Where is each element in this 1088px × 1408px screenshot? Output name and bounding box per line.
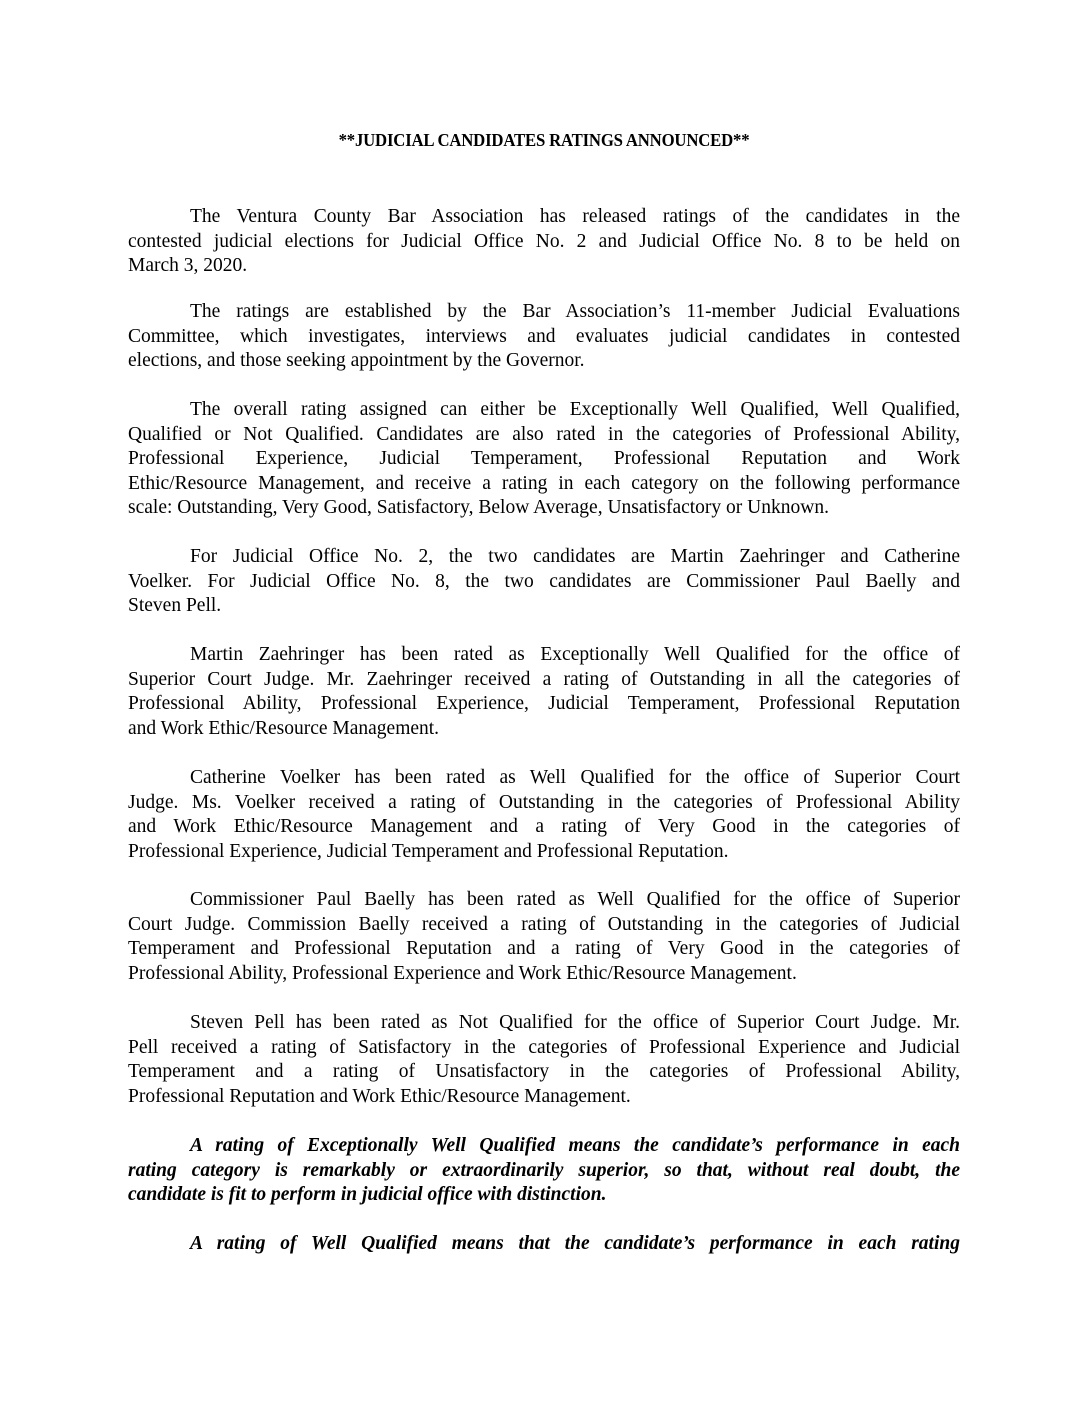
paragraph-voelker bbox=[128, 766, 960, 864]
text-line: Temperament and a rating of Unsatisfactory in the categories of Professional Ability, bbox=[128, 1061, 960, 1082]
text-line: Ethic/Resource Management, and receive a rating in each category on the following performance bbox=[128, 472, 960, 494]
text-line: Professional Reputation and Work Ethic/Resource Management. bbox=[128, 1085, 631, 1107]
text-line: Commissioner Paul Baelly has been rated as Well Qualified for the office of Superior bbox=[190, 889, 960, 910]
text-line: Judge. Ms. Voelker received a rating of Outstanding in the categories of Professional Ability bbox=[128, 791, 960, 813]
paragraph-committee bbox=[128, 300, 960, 374]
paragraph-pell bbox=[128, 1011, 960, 1109]
text-line: Superior Court Judge. Mr. Zaehringer received a rating of Outstanding in all the categories of bbox=[128, 668, 960, 690]
text-line: elections, and those seeking appointment by the Governor. bbox=[128, 350, 585, 371]
text-line: Voelker. For Judicial Office No. 8, the two candidates are Commissioner Paul Baelly and bbox=[128, 570, 960, 592]
text-line: A rating of Exceptionally Well Qualified means the candidate’s performance in each bbox=[190, 1135, 960, 1156]
paragraph-baelly bbox=[128, 888, 960, 986]
paragraph-zaehringer bbox=[128, 643, 960, 741]
text-line: For Judicial Office No. 2, the two candidates are Martin Zaehringer and Catherine bbox=[190, 546, 960, 567]
text-line: Professional Ability, Professional Experience and Work Ethic/Resource Management. bbox=[128, 962, 797, 984]
text-line: contested judicial elections for Judicial Office No. 2 and Judicial Office No. 8 to be held on bbox=[128, 230, 960, 252]
text-line: The ratings are established by the Bar Association’s 11-member Judicial Evaluations bbox=[190, 301, 960, 322]
text-line: Martin Zaehringer has been rated as Exceptionally Well Qualified for the office of bbox=[190, 644, 960, 665]
text-line: rating category is remarkably or extraordinarily superior, so that, without real doubt, the bbox=[128, 1159, 960, 1181]
text-line: Qualified or Not Qualified. Candidates are also rated in the categories of Professional Ability, bbox=[128, 423, 960, 445]
text-line: Committee, which investigates, interviews and evaluates judicial candidates in contested bbox=[128, 325, 960, 347]
text-line: March 3, 2020. bbox=[128, 255, 248, 276]
text-line: Catherine Voelker has been rated as Well Qualified for the office of Superior Court bbox=[190, 767, 960, 788]
text-line: The overall rating assigned can either be Exceptionally Well Qualified, Well Qualified, bbox=[190, 399, 960, 420]
paragraph-definition-wq bbox=[128, 1232, 960, 1257]
text-line: candidate is fit to perform in judicial office with distinction. bbox=[128, 1184, 607, 1205]
text-line: and Work Ethic/Resource Management. bbox=[128, 717, 440, 739]
text-line: Professional Ability, Professional Experience, Judicial Temperament, Professional Reputation bbox=[128, 693, 960, 714]
text-line: Professional Experience, Judicial Temperament and Professional Reputation. bbox=[128, 840, 729, 862]
page-title: **JUDICIAL CANDIDATES RATINGS ANNOUNCED** bbox=[338, 130, 750, 150]
paragraph-rating-scale bbox=[128, 398, 960, 521]
text-line: Steven Pell has been rated as Not Qualified for the office of Superior Court Judge. Mr. bbox=[190, 1012, 960, 1033]
text-line: A rating of Well Qualified means that the candidate’s performance in each rating bbox=[190, 1233, 960, 1254]
text-line: Steven Pell. bbox=[128, 595, 222, 616]
text-line: Professional Experience, Judicial Temperament, Professional Reputation and Work bbox=[128, 448, 960, 469]
text-line: Temperament and Professional Reputation and a rating of Very Good in the categories of bbox=[128, 938, 960, 959]
text-line: and Work Ethic/Resource Management and a rating of Very Good in the categories of bbox=[128, 816, 960, 837]
text-line: Court Judge. Commission Baelly received a rating of Outstanding in the categories of Judicial bbox=[128, 913, 960, 935]
text-line: The Ventura County Bar Association has released ratings of the candidates in the bbox=[190, 206, 960, 227]
text-line: scale: Outstanding, Very Good, Satisfactory, Below Average, Unsatisfactory or Unknown. bbox=[128, 497, 829, 518]
paragraph-definition-ewq bbox=[128, 1134, 960, 1208]
paragraph-intro bbox=[128, 205, 960, 279]
text-line: Pell received a rating of Satisfactory in the categories of Professional Experience and Judicial bbox=[128, 1036, 960, 1058]
paragraph-candidates bbox=[128, 545, 960, 619]
